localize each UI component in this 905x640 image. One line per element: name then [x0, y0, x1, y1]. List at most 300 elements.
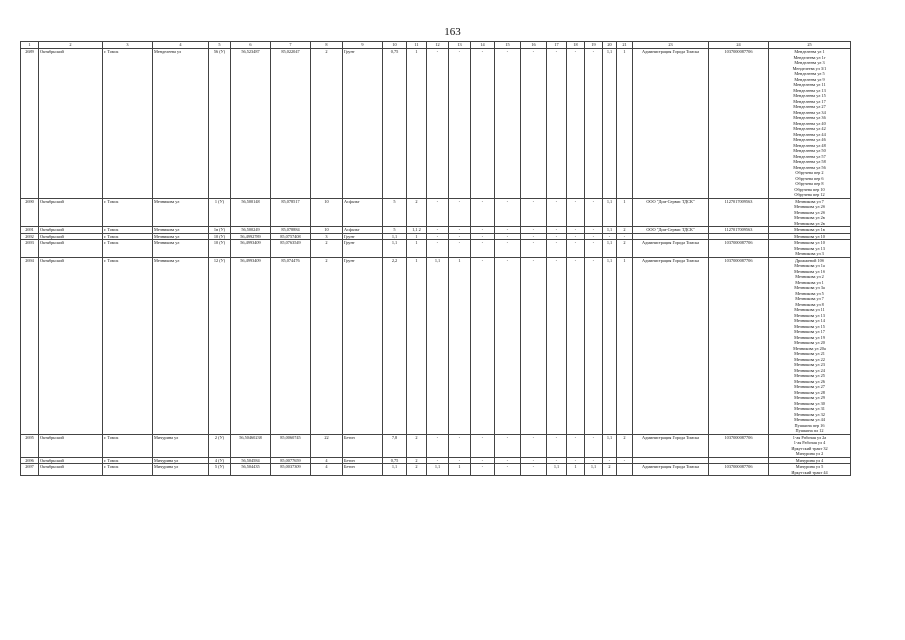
table-cell: -: [547, 434, 567, 457]
table-cell: -: [471, 457, 495, 464]
table-cell: Грунт: [343, 49, 383, 199]
table-cell: Октябрьский: [39, 434, 103, 457]
address-line: Менделеева ул 17: [793, 98, 826, 104]
owner-cell: Администрация Города Томска: [633, 434, 709, 457]
column-header: 3: [103, 42, 153, 49]
table-cell: Мичурина ул: [153, 457, 209, 464]
address-line: Иркутский тракт 44: [791, 469, 828, 475]
table-cell: -: [547, 233, 567, 240]
table-cell: 1в (У): [209, 227, 231, 234]
table-cell: -: [547, 49, 567, 199]
table-body: [21, 49, 851, 476]
table-cell: -: [449, 227, 471, 234]
owner-cell: ООО "Дом-Сервис ТДСК": [633, 198, 709, 227]
table-cell: -: [547, 227, 567, 234]
table-cell: г. Томск: [103, 227, 153, 234]
table-cell: -: [471, 434, 495, 457]
table-cell: -: [495, 457, 521, 464]
table-cell: 4: [311, 464, 343, 476]
table-cell: 85,078517: [271, 198, 311, 227]
table-cell: -: [427, 457, 449, 464]
table-cell: -: [521, 49, 547, 199]
table-cell: 22: [311, 434, 343, 457]
address-line: Мичурина ул 5: [795, 464, 824, 469]
table-cell: -: [471, 49, 495, 199]
address-line: Обручева пер 10: [794, 186, 825, 192]
address-line: Мечникова ул 15: [794, 323, 825, 329]
column-header: 8: [311, 42, 343, 49]
address-line: Мечникова ул 1: [795, 279, 824, 285]
address-line: Мечникова ул 28: [794, 389, 825, 395]
table-cell: -: [449, 240, 471, 258]
address-line: Дрожжевой 10б: [795, 257, 824, 263]
address-line: Мечникова ул 32: [794, 411, 825, 417]
column-header: 18: [567, 42, 585, 49]
table-cell: 1,1: [603, 257, 617, 434]
address-line: Мечникова ул 26: [794, 378, 825, 384]
column-header: 11: [407, 42, 427, 49]
address-line: Мечникова ул 2в: [794, 215, 825, 220]
address-line: Мечникова ул 2в: [794, 220, 825, 226]
address-line: Менделеева ул 58: [793, 159, 826, 164]
table-cell: -: [495, 464, 521, 476]
table-cell: 10: [311, 198, 343, 227]
table-cell: -: [495, 257, 521, 434]
table-cell: 56,4993409: [231, 240, 271, 258]
table-cell: -: [471, 240, 495, 258]
table-cell: -: [449, 198, 471, 227]
address-line: Обручева пер 2: [795, 170, 824, 175]
page-number: 163: [444, 26, 461, 38]
table-cell: 1: [407, 233, 427, 240]
table-cell: -: [585, 227, 603, 234]
address-line: Мечникова ул 20: [794, 340, 825, 345]
owner-cell: Администрация Города Томска: [633, 49, 709, 199]
table-cell: -: [585, 434, 603, 457]
served-addresses-cell: [769, 49, 851, 199]
column-header: 1: [21, 42, 39, 49]
table-cell: 1: [449, 464, 471, 476]
table-cell: -: [521, 233, 547, 240]
address-line: Мичурина ул 2: [795, 451, 824, 456]
column-header: 17: [547, 42, 567, 49]
address-line: Мечникова ул 11: [794, 307, 825, 312]
table-cell: 2: [603, 464, 617, 476]
address-line: Мечникова ул 30: [794, 400, 825, 406]
table-cell: Грунт: [343, 233, 383, 240]
table-row: [21, 434, 851, 457]
served-addresses-cell: [769, 434, 851, 457]
table-cell: 1 (У): [209, 198, 231, 227]
table-row: [21, 464, 851, 476]
table-cell: -: [495, 49, 521, 199]
table-cell: 2691: [21, 227, 39, 234]
address-line: Мечникова ул 7: [795, 198, 824, 204]
table-cell: -: [471, 198, 495, 227]
table-cell: -: [521, 257, 547, 434]
table-cell: 1: [407, 240, 427, 258]
table-cell: Октябрьский: [39, 257, 103, 434]
address-line: Менделеева ул 48: [793, 142, 826, 148]
table-cell: 56,500148: [231, 198, 271, 227]
table-cell: Мичурина ул: [153, 464, 209, 476]
table-cell: 0,75: [383, 49, 407, 199]
table-cell: -: [427, 240, 449, 258]
table-cell: 2: [407, 434, 427, 457]
table-cell: -: [495, 227, 521, 234]
table-cell: 2: [617, 227, 633, 234]
table-cell: -: [567, 233, 585, 240]
served-addresses-cell: [769, 257, 851, 434]
table-cell: г. Томск: [103, 464, 153, 476]
address-line: Мечникова ул 7: [795, 296, 824, 301]
table-cell: -: [603, 457, 617, 464]
table-cell: -: [495, 198, 521, 227]
table-cell: Менделеева ул: [153, 49, 209, 199]
address-line: Менделеева ул 5: [794, 71, 825, 76]
table-cell: -: [521, 434, 547, 457]
address-line: Менделеева ул 57: [793, 153, 826, 159]
table-cell: Октябрьский: [39, 464, 103, 476]
table-cell: г. Томск: [103, 240, 153, 258]
table-cell: 56,50460238: [231, 434, 271, 457]
address-line: Мечникова ул 1б: [794, 268, 825, 274]
table-cell: -: [427, 434, 449, 457]
table-cell: 2 (У): [209, 434, 231, 457]
table-cell: -: [521, 464, 547, 476]
served-addresses-cell: [769, 240, 851, 258]
ogrn-cell: 1037000087706: [709, 240, 769, 258]
address-line: Менделеева ул 1г: [793, 54, 826, 60]
table-cell: 1,1: [383, 240, 407, 258]
table-cell: 1,1: [427, 464, 449, 476]
table-cell: Октябрьский: [39, 227, 103, 234]
address-line: Менделеева ул 44: [793, 131, 826, 137]
table-cell: 1: [449, 257, 471, 434]
table-cell: -: [585, 49, 603, 199]
address-line: Мечникова ул 25: [794, 373, 825, 378]
table-cell: Мечникова ул: [153, 227, 209, 234]
table-cell: 1,1: [603, 49, 617, 199]
table-cell: -: [617, 457, 633, 464]
address-line: Мечникова ул 10: [794, 240, 825, 245]
table-cell: Грунт: [343, 240, 383, 258]
table-cell: 4: [311, 457, 343, 464]
table-cell: -: [521, 240, 547, 258]
table-cell: -: [567, 257, 585, 434]
table-cell: г. Томск: [103, 233, 153, 240]
address-line: Пушкина пер 16: [794, 422, 825, 428]
table-row: [21, 257, 851, 434]
table-cell: 1,1: [383, 464, 407, 476]
address-line: Пушкина пл 12: [795, 428, 824, 433]
table-cell: -: [471, 233, 495, 240]
table-cell: г. Томск: [103, 434, 153, 457]
table-row: [21, 198, 851, 227]
address-line: Мечникова ул 2б: [794, 209, 825, 215]
table-cell: Мечникова ул: [153, 257, 209, 434]
address-line: 1-ая Рабочая ул 4: [793, 440, 826, 445]
address-line: Менделеева ул 34: [793, 109, 826, 115]
table-cell: 56,4993409: [231, 257, 271, 434]
table-cell: -: [427, 49, 449, 199]
ogrn-cell: 1037000087706: [709, 434, 769, 457]
table-cell: 85,0763549: [271, 240, 311, 258]
served-addresses-cell: [769, 198, 851, 227]
address-line: Мечникова ул 19: [794, 334, 825, 340]
table-cell: 2692: [21, 233, 39, 240]
table-cell: -: [547, 240, 567, 258]
address-line: Мечникова ул 10: [794, 233, 825, 239]
table-cell: 2696: [21, 457, 39, 464]
address-line: Мечникова ул 27: [794, 384, 825, 389]
table-cell: 85,0077659: [271, 457, 311, 464]
table-cell: Грунт: [343, 257, 383, 434]
table-cell: г. Томск: [103, 49, 153, 199]
table-cell: 1: [617, 49, 633, 199]
table-cell: 2695: [21, 434, 39, 457]
address-line: Мечникова ул 3а: [794, 285, 825, 290]
address-line: Мечникова ул 29: [794, 395, 825, 400]
address-line: Мечникова ул 23: [794, 362, 825, 367]
table-cell: 56,504435: [231, 464, 271, 476]
table-cell: 2: [311, 257, 343, 434]
address-line: Менделеева ул 27: [793, 104, 826, 109]
address-line: Мечникова ул 14: [794, 318, 825, 323]
column-header: 14: [471, 42, 495, 49]
address-line: Мечникова ул 1а: [794, 263, 825, 268]
table-cell: 10: [311, 227, 343, 234]
table-cell: -: [471, 464, 495, 476]
table-cell: 2: [407, 457, 427, 464]
address-line: Мечникова ул 5: [795, 290, 824, 296]
column-header: 2: [39, 42, 103, 49]
column-header: 10: [383, 42, 407, 49]
table-cell: 10 (У): [209, 233, 231, 240]
table-cell: Мечникова ул: [153, 233, 209, 240]
table-cell: 2: [407, 464, 427, 476]
table-cell: -: [585, 233, 603, 240]
address-line: Мечникова ул 8: [795, 301, 824, 307]
table-cell: -: [547, 457, 567, 464]
ogrn-cell: 1127017009563: [709, 198, 769, 227]
table-cell: 1: [407, 257, 427, 434]
table-cell: г. Томск: [103, 257, 153, 434]
table-cell: -: [521, 457, 547, 464]
column-header: 12: [427, 42, 449, 49]
table-cell: 1: [617, 257, 633, 434]
table-cell: -: [585, 240, 603, 258]
table-cell: 2694: [21, 257, 39, 434]
table-cell: -: [567, 240, 585, 258]
table-cell: 1: [617, 198, 633, 227]
address-line: Мечникова ул 22: [794, 356, 825, 362]
table-cell: 56,4992789: [231, 233, 271, 240]
table-cell: 85,022047: [271, 49, 311, 199]
table-cell: 85,078884: [271, 227, 311, 234]
table-cell: Асфальт: [343, 198, 383, 227]
table-cell: Асфальт: [343, 227, 383, 234]
address-line: Менделеева ул 3/1: [792, 65, 827, 71]
address-line: Иркутский тракт 32: [791, 445, 828, 451]
table-cell: -: [567, 457, 585, 464]
table-cell: 2: [617, 434, 633, 457]
column-header: 25: [769, 42, 851, 49]
ogrn-cell: 1127017009563: [709, 227, 769, 234]
table-cell: 1,1: [603, 227, 617, 234]
address-line: Мечникова ул 13: [794, 245, 825, 251]
owner-cell: Администрация Города Томска: [633, 464, 709, 476]
address-line: Менделеева ул 56: [793, 164, 826, 170]
table-cell: 85,0060745: [271, 434, 311, 457]
table-cell: -: [585, 198, 603, 227]
served-addresses-cell: [769, 464, 851, 476]
address-line: Менделеева ул 11: [793, 82, 826, 87]
table-cell: 2693: [21, 240, 39, 258]
table-cell: -: [603, 233, 617, 240]
address-line: Мечникова ул 13: [794, 312, 825, 318]
table-cell: -: [547, 198, 567, 227]
table-cell: Октябрьский: [39, 233, 103, 240]
table-cell: -: [427, 227, 449, 234]
address-line: Мичурина ул 4: [795, 457, 824, 463]
table-cell: 1,1: [547, 464, 567, 476]
table-cell: 2: [311, 240, 343, 258]
table-cell: 2689: [21, 49, 39, 199]
table-cell: Мечникова ул: [153, 198, 209, 227]
address-line: Мечникова ул 21: [794, 351, 825, 356]
column-header: 15: [495, 42, 521, 49]
table-cell: 5 (У): [209, 464, 231, 476]
table-cell: -: [449, 457, 471, 464]
ogrn-cell: 1037000087706: [709, 464, 769, 476]
table-cell: 56 (У): [209, 49, 231, 199]
register-table: [20, 41, 851, 476]
table-cell: 56,504584: [231, 457, 271, 464]
table-cell: -: [427, 198, 449, 227]
table-cell: 3: [311, 233, 343, 240]
address-line: Менделеева ул 15: [793, 93, 826, 98]
table-cell: 12 (У): [209, 257, 231, 434]
column-header: 9: [343, 42, 383, 49]
table-cell: 1,1: [603, 434, 617, 457]
table-cell: 2: [311, 49, 343, 199]
table-cell: 2690: [21, 198, 39, 227]
address-line: 1-ая Рабочая ул 2а: [792, 434, 827, 440]
table-cell: -: [427, 233, 449, 240]
address-line: Менделеева ул 1: [794, 49, 825, 54]
table-cell: 5: [383, 227, 407, 234]
column-header: 23: [633, 42, 709, 49]
ogrn-cell: 1037000087706: [709, 257, 769, 434]
table-cell: г. Томск: [103, 198, 153, 227]
table-cell: 0,75: [383, 457, 407, 464]
address-line: Мечникова ул 31: [794, 406, 825, 411]
address-line: Менделеева ул 50: [793, 148, 826, 153]
table-cell: -: [521, 227, 547, 234]
table-cell: 1: [567, 464, 585, 476]
address-line: Мечникова ул 2б: [794, 204, 825, 209]
table-cell: Бетон: [343, 434, 383, 457]
table-cell: -: [449, 233, 471, 240]
table-cell: -: [449, 434, 471, 457]
address-line: Менделеева ул 42: [793, 126, 826, 131]
address-line: Менделеева ул 3: [794, 60, 825, 65]
table-cell: Бетон: [343, 457, 383, 464]
table-cell: Октябрьский: [39, 457, 103, 464]
table-cell: 1,1: [383, 233, 407, 240]
address-line: Менделеева ул 36: [793, 115, 826, 120]
table-cell: -: [449, 49, 471, 199]
address-line: Менделеева ул 40: [793, 120, 826, 126]
table-cell: 2,2: [383, 257, 407, 434]
table-cell: 1,1: [603, 198, 617, 227]
table-cell: г. Томск: [103, 457, 153, 464]
table-cell: 4 (У): [209, 457, 231, 464]
table-cell: 10 (У): [209, 240, 231, 258]
table-cell: 2: [617, 240, 633, 258]
column-header: 16: [521, 42, 547, 49]
table-cell: 85,074476: [271, 257, 311, 434]
column-header: 13: [449, 42, 471, 49]
address-line: Мечникова ул 17: [794, 329, 825, 334]
table-cell: Октябрьский: [39, 198, 103, 227]
table-cell: Мечникова ул: [153, 240, 209, 258]
column-header: 21: [617, 42, 633, 49]
table-cell: 7,8: [383, 434, 407, 457]
table-cell: -: [567, 198, 585, 227]
table-cell: Мичурина ул: [153, 434, 209, 457]
table-cell: Октябрьский: [39, 240, 103, 258]
column-number-row: [21, 42, 851, 49]
table-cell: 56,523487: [231, 49, 271, 199]
table-cell: 1,1 2: [407, 227, 427, 234]
address-line: Мечникова ул 44: [794, 417, 825, 422]
address-line: Обручева пер 8: [795, 181, 824, 186]
address-line: Мечникова ул 24: [794, 367, 825, 373]
table-cell: -: [617, 233, 633, 240]
table-cell: 1,1: [585, 464, 603, 476]
column-header: 19: [585, 42, 603, 49]
table-cell: -: [521, 198, 547, 227]
table-cell: Октябрьский: [39, 49, 103, 199]
table-cell: -: [567, 227, 585, 234]
owner-cell: Администрация Города Томска: [633, 240, 709, 258]
table-cell: -: [585, 457, 603, 464]
table-cell: -: [495, 233, 521, 240]
ogrn-cell: 1037000087706: [709, 49, 769, 199]
table-cell: -: [495, 240, 521, 258]
table-cell: -: [471, 227, 495, 234]
address-line: Обручева пер 6: [795, 175, 824, 181]
table-cell: -: [471, 257, 495, 434]
owner-cell: ООО "Дом-Сервис ТДСК": [633, 227, 709, 234]
table-cell: 56,500249: [231, 227, 271, 234]
table-cell: -: [567, 434, 585, 457]
column-header: 4: [153, 42, 209, 49]
table-cell: -: [547, 257, 567, 434]
table-cell: 85,0037309: [271, 464, 311, 476]
address-line: Мечникова ул 3: [795, 251, 824, 256]
column-header: 24: [709, 42, 769, 49]
column-header: 7: [271, 42, 311, 49]
table-cell: 2: [407, 198, 427, 227]
table-cell: -: [567, 49, 585, 199]
table-cell: 1,1: [427, 257, 449, 434]
owner-cell: Администрация Города Томска: [633, 257, 709, 434]
table-cell: [617, 464, 633, 476]
table-cell: 1: [407, 49, 427, 199]
